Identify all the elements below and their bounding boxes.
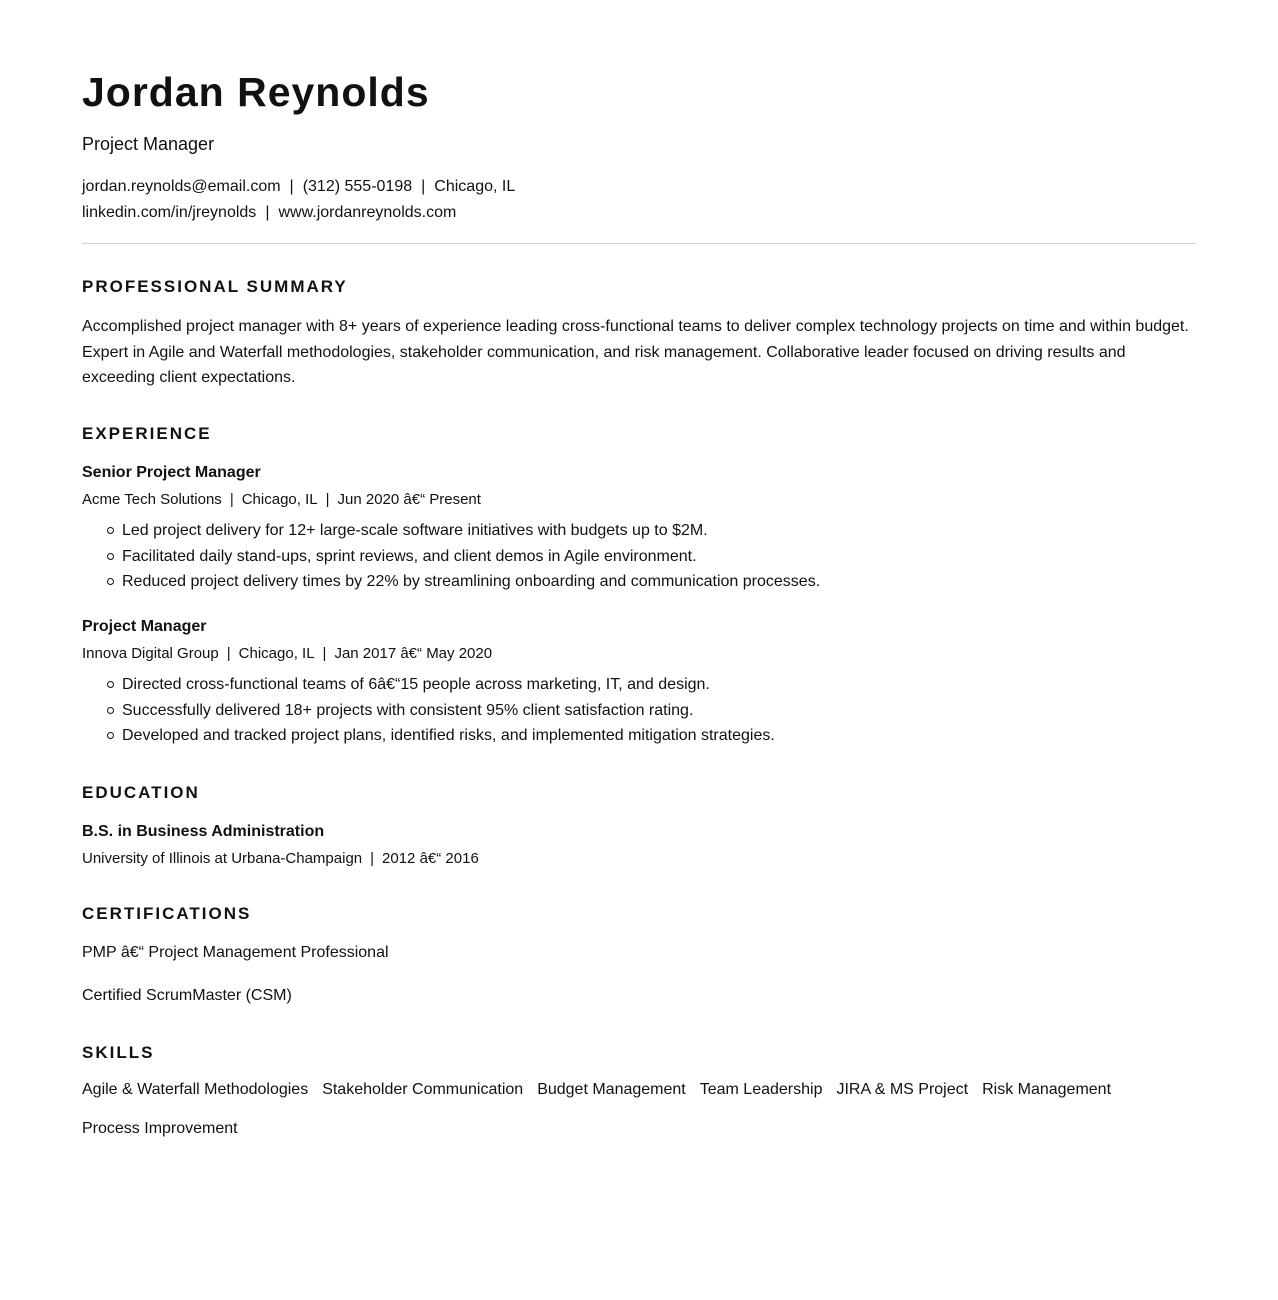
list-item: Led project delivery for 12+ large-scale software initiatives with budgets up to $2M. bbox=[122, 518, 820, 544]
experience-heading: EXPERIENCE bbox=[82, 424, 212, 443]
separator: | bbox=[226, 645, 231, 662]
skills-heading: SKILLS bbox=[82, 1043, 155, 1062]
job-role: Project Manager bbox=[82, 618, 207, 635]
separator: | bbox=[325, 491, 330, 508]
job-dates: Jan 2017 â€“ May 2020 bbox=[334, 645, 493, 662]
email-link[interactable]: jordan.reynolds@email.com bbox=[82, 178, 281, 195]
education-dates: 2012 â€“ 2016 bbox=[382, 850, 479, 867]
job-company: Acme Tech Solutions bbox=[82, 491, 222, 508]
job-bullets bbox=[82, 518, 820, 595]
linkedin-link[interactable]: linkedin.com/in/jreynolds bbox=[82, 204, 257, 221]
skill-item: JIRA & MS Project bbox=[836, 1081, 969, 1098]
skill-item: Agile & Waterfall Methodologies bbox=[82, 1081, 309, 1098]
job-meta bbox=[82, 490, 481, 510]
separator: | bbox=[289, 178, 294, 195]
job-location: Chicago, IL bbox=[241, 491, 318, 508]
skill-item: Process Improvement bbox=[82, 1120, 238, 1137]
separator: | bbox=[229, 491, 234, 508]
job-company: Innova Digital Group bbox=[82, 645, 219, 662]
candidate-title: Project Manager bbox=[82, 134, 215, 154]
job-dates: Jun 2020 â€“ Present bbox=[337, 491, 481, 508]
contact-line-secondary bbox=[82, 203, 456, 223]
education-meta bbox=[82, 849, 479, 869]
summary-text: Accomplished project manager with 8+ years of experience leading cross-functional teams to deliver complex technology projects on time and within budget. Expert in Agile and Waterfall methodologies, stakeholder communication, and risk management. Collaborative leader focused on driving results and exceeding client expectations. bbox=[82, 318, 1189, 386]
job-location: Chicago, IL bbox=[238, 645, 315, 662]
list-item: Developed and tracked project plans, identified risks, and implemented mitigation strategies. bbox=[122, 723, 775, 749]
candidate-name: Jordan Reynolds bbox=[82, 69, 430, 115]
skill-item: Budget Management bbox=[537, 1081, 686, 1098]
certification-item: Certified ScrumMaster (CSM) bbox=[82, 987, 292, 1004]
job-bullets bbox=[82, 672, 775, 749]
phone-number[interactable]: (312) 555-0198 bbox=[302, 178, 413, 195]
job-role: Senior Project Manager bbox=[82, 464, 261, 481]
separator: | bbox=[370, 850, 375, 867]
separator: | bbox=[265, 204, 270, 221]
list-item: Facilitated daily stand-ups, sprint reviews, and client demos in Agile environment. bbox=[122, 544, 820, 570]
skills-list bbox=[82, 1080, 1196, 1139]
skill-item: Stakeholder Communication bbox=[322, 1081, 524, 1098]
list-item: Directed cross-functional teams of 6â€“15 people across marketing, IT, and design. bbox=[122, 672, 775, 698]
summary-heading: PROFESSIONAL SUMMARY bbox=[82, 277, 348, 296]
website-link[interactable]: www.jordanreynolds.com bbox=[278, 204, 457, 221]
degree: B.S. in Business Administration bbox=[82, 823, 325, 840]
school: University of Illinois at Urbana-Champaign bbox=[82, 850, 363, 867]
contact-line-primary bbox=[82, 177, 515, 197]
education-heading: EDUCATION bbox=[82, 783, 200, 802]
skill-item: Team Leadership bbox=[699, 1081, 823, 1098]
certifications-heading: CERTIFICATIONS bbox=[82, 904, 252, 923]
list-item: Reduced project delivery times by 22% by streamlining onboarding and communication processes. bbox=[122, 569, 820, 595]
skill-item: Risk Management bbox=[982, 1081, 1112, 1098]
certification-item: PMP â€“ Project Management Professional bbox=[82, 944, 389, 961]
header-divider bbox=[82, 243, 1196, 244]
job-meta bbox=[82, 644, 492, 664]
separator: | bbox=[421, 178, 426, 195]
list-item: Successfully delivered 18+ projects with consistent 95% client satisfaction rating. bbox=[122, 698, 775, 724]
location: Chicago, IL bbox=[434, 178, 516, 195]
separator: | bbox=[322, 645, 327, 662]
